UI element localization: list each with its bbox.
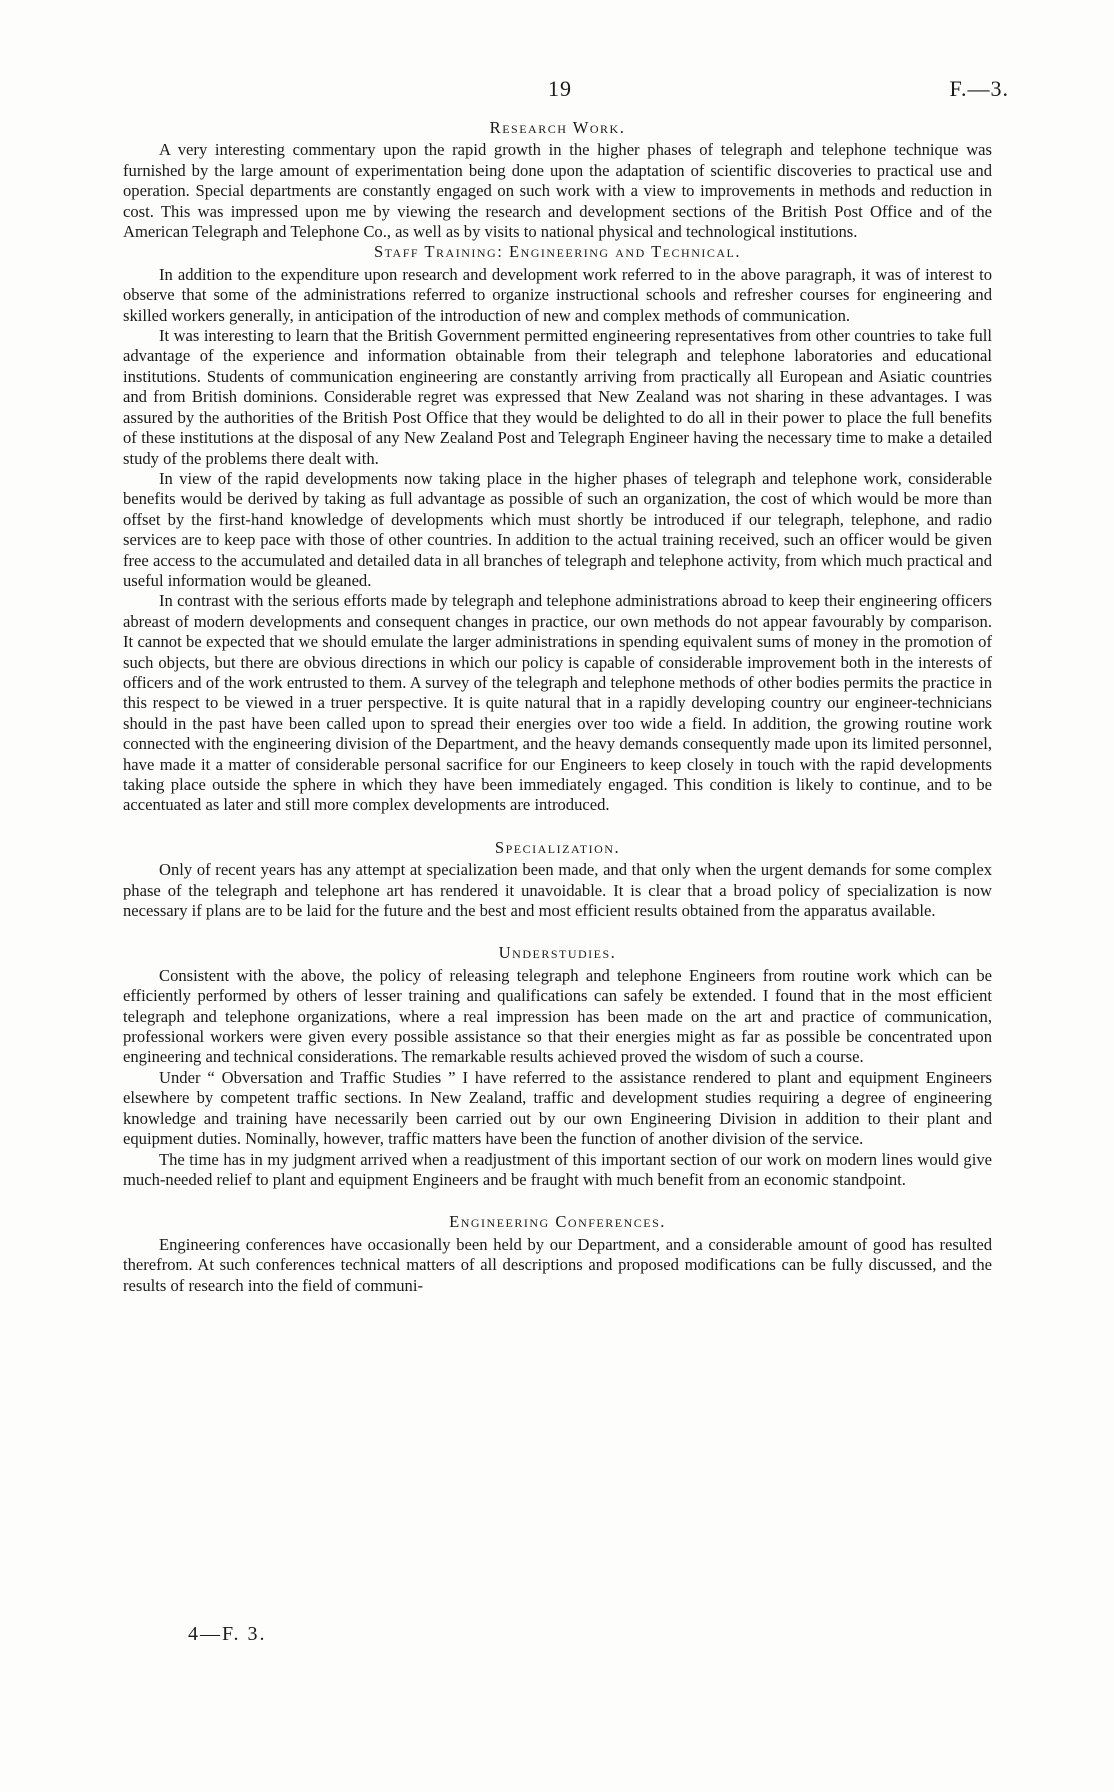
paragraph: Only of recent years has any attempt at specialization been made, and that only when the urgent demands for some complex phase of the telegraph and telephone art has rendered it unavoidable. It is clear that a broad policy of specialization is now necessary if plans are to be laid for the future and the best and most efficient results obtained from the apparatus available. — [123, 860, 992, 921]
paragraph: Under “ Obversation and Traffic Studies ” I have referred to the assistance rendered to plant and equipment Engineers elsewhere by competent traffic sections. In New Zealand, traffic and development studies requiring a degree of engineering knowledge and training have necessarily been carried out by our own Engineering Division in addition to their plant and equipment duties. Nominally, however, traffic matters have been the function of another division of the service. — [123, 1067, 992, 1149]
section-heading-specialization: Specialization. — [494, 837, 621, 857]
section-heading-research-work: Research Work. — [489, 118, 626, 137]
paragraph: The time has in my judgment arrived when a readjustment of this important section of our work on modern lines would give much-needed relief to plant and equipment Engineers and be fraught with much benefit from an economic standpoint. — [123, 1149, 992, 1189]
paragraph: In contrast with the serious efforts made by telegraph and telephone administrations abroad to keep their engineering officers abreast of modern developments and consequent changes in practice, our own methods do not appear favourably by comparison. It cannot be expected that we should emulate the larger administrations in spending equivalent sums of money in the promotion of such objects, but there are obvious directions in which our policy is capable of considerable improvement both in the interests of officers and of the work entrusted to them. A survey of the telegraph and telephone methods of other bodies permits the practice in this respect to be viewed in a truer perspective. It is quite natural that in a rapidly developing country our engineer-technicians should in the past have been called upon to spread their energies over too wide a field. In addition, the growing routine work connected with the engineering division of the Department, and the heavy demands consequently made upon its limited personnel, have made it a matter of considerable personal sacrifice for our Engineers to keep closely in touch with the rapid developments taking place outside the sphere in which they have been immediately engaged. This condition is likely to continue, and to be accentuated as later and still more complex developments are introduced. — [123, 591, 992, 815]
section-heading-staff-training: Staff Training: Engineering and Technical. — [373, 242, 742, 262]
paragraph: A very interesting commentary upon the rapid growth in the higher phases of telegraph and telephone technique was furnished by the large amount of experimentation being done upon the adaptation of scientific discoveries to practical use and operation. Special departments are constantly engaged on such work with a view to improvements in methods and reduction in cost. This was impressed upon me by viewing the research and development sections of the British Post Office and of the American Telegraph and Telephone Co., as well as by visits to national physical and technological institutions. — [123, 140, 992, 242]
paragraph: It was interesting to learn that the British Government permitted engineering representatives from other countries to take full advantage of the experience and information obtainable from their telegraph and telephone laboratories and educational institutions. Students of communication engineering are constantly arriving from practically all European and Asiatic countries and from British dominions. Considerable regret was expressed that New Zealand was not sharing in these advantages. I was assured by the authorities of the British Post Office that they would be delighted to do all in their power to place the full benefits of these institutions at the disposal of any New Zealand Post and Telegraph Engineer having the necessary time to make a detailed study of the problems there dealt with. — [123, 326, 992, 468]
paragraph: In addition to the expenditure upon research and development work referred to in the above paragraph, it was of interest to observe that some of the administrations referred to organize instructional schools and refresher courses for engineering and skilled workers generally, in anticipation of the introduction of new and complex methods of communication. — [123, 264, 992, 325]
page-number: 19 — [548, 76, 572, 101]
footer-signature: 4—F. 3. — [188, 1623, 267, 1645]
section-heading-engineering-conferences: Engineering Conferences. — [449, 1212, 666, 1232]
paragraph: In view of the rapid developments now taking place in the higher phases of telegraph and telephone work, considerable benefits would be derived by taking as full advantage as possible of such an organization, the cost of which would be more than offset by the first-hand knowledge of developments which must shortly be introduced if our telegraph, telephone, and radio services are to keep pace with those of other countries. In addition to the actual training received, such an officer would be given free access to the accumulated and detailed data in all branches of telegraph and telephone activity, from which much practical and useful information would be gleaned. — [123, 468, 992, 590]
paragraph: Engineering conferences have occasionally been held by our Department, and a considerable amount of good has resulted therefrom. At such conferences technical matters of all descriptions and proposed modifications can be fully discussed, and the results of research into the field of communi- — [123, 1234, 992, 1295]
section-heading-understudies: Understudies. — [498, 943, 617, 963]
paragraph: Consistent with the above, the policy of releasing telegraph and telephone Engineers from routine work which can be efficiently performed by others of lesser training and qualifications can safely be extended. I found that in the most efficient telegraph and telephone organizations, where a real impression has been made on the art and practice of communication, professional workers were given every possible assistance so that their energies might as far as possible be concentrated upon engineering and technical considerations. The remarkable results achieved proved the wisdom of such a course. — [123, 965, 992, 1067]
page-reference: F.—3. — [949, 76, 1009, 101]
page-body — [123, 118, 992, 1296]
